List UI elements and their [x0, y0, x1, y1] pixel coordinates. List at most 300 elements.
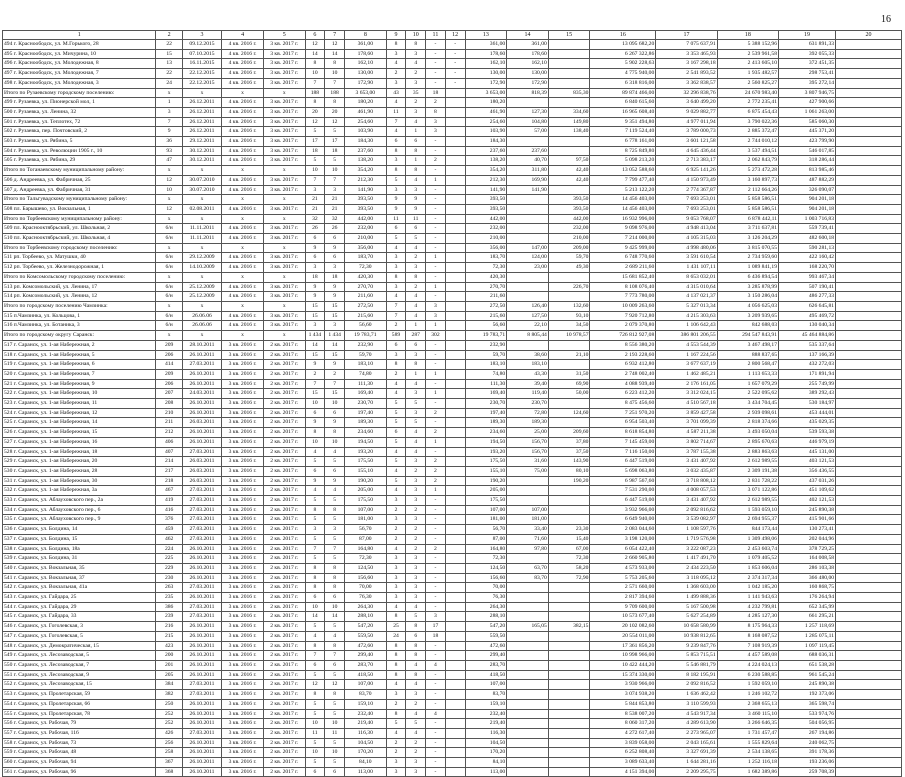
table-cell: 7 075 637,91	[656, 40, 717, 50]
table-cell: 10	[325, 399, 345, 409]
table-cell	[507, 234, 549, 244]
table-cell: 175,50	[465, 496, 507, 506]
table-cell: 842 688,03	[717, 321, 778, 331]
table-cell: 194,50	[465, 437, 507, 447]
table-cell: 299,40	[344, 651, 386, 661]
table-row	[3, 69, 902, 79]
table-cell: -	[426, 224, 446, 234]
table-cell: 4	[386, 544, 406, 554]
table-cell: 184,30	[465, 137, 507, 147]
table-cell: 156,70	[507, 447, 549, 457]
table-cell	[507, 680, 549, 690]
address-cell: 548 г. Саранск, ул. Демократическая, 15	[3, 641, 156, 651]
table-cell	[548, 719, 590, 729]
table-cell	[548, 418, 590, 428]
table-cell	[507, 661, 549, 671]
subtotal-row	[3, 301, 902, 311]
table-cell: 26	[305, 224, 325, 234]
table-cell: 2 694 955,37	[717, 515, 778, 525]
table-cell: 5 858 586,51	[717, 204, 778, 214]
table-cell: 159,10	[344, 699, 386, 709]
table-cell: 259 708,39	[779, 767, 836, 777]
table-row	[3, 350, 902, 360]
table-cell: 1 434	[305, 331, 325, 341]
table-cell: 5	[305, 622, 325, 632]
table-cell: 24	[156, 78, 182, 88]
table-cell: 3 285 878,99	[717, 282, 778, 292]
table-row	[3, 49, 902, 59]
table-cell: 27.03.2011	[182, 360, 221, 370]
table-cell: 2 660 905,80	[590, 554, 656, 564]
table-cell: -	[426, 340, 446, 350]
table-cell: 197,40	[344, 408, 386, 418]
table-cell: 5 753 205,60	[590, 573, 656, 583]
address-cell: 515 п.Чамзинка, ул. Кольцова, 1	[3, 311, 156, 321]
table-cell	[507, 612, 549, 622]
table-cell: 3 кв. 2016 г.	[222, 612, 264, 622]
table-cell: -	[426, 49, 446, 59]
table-cell: 2 713 383,17	[656, 156, 717, 166]
table-cell: 206	[156, 350, 182, 360]
table-cell: 4	[386, 98, 406, 108]
table-cell: 4	[406, 709, 426, 719]
table-cell	[836, 253, 902, 263]
table-cell	[836, 224, 902, 234]
table-cell: -	[426, 166, 446, 176]
table-cell: 29.12.2009	[182, 253, 221, 263]
table-cell	[836, 486, 902, 496]
table-cell: 442,00	[548, 214, 590, 224]
table-row	[3, 738, 902, 748]
table-cell: 2 кв. 2017 г.	[263, 515, 305, 525]
table-cell: 334,60	[548, 107, 590, 117]
table-cell: 37,80	[548, 437, 590, 447]
table-cell: 7 920 712,80	[590, 311, 656, 321]
table-cell: -	[426, 505, 446, 515]
table-cell: x	[222, 166, 264, 176]
table-cell: 6	[305, 234, 325, 244]
table-cell: 6 932 412,80	[590, 360, 656, 370]
table-cell: 8 556 380,20	[590, 340, 656, 350]
table-cell: 486 277,33	[779, 292, 836, 302]
table-cell	[507, 340, 549, 350]
table-cell: 6 252 808,40	[590, 748, 656, 758]
table-cell: 3 711 637,81	[717, 224, 778, 234]
table-cell: 3 кв. 2016 г.	[222, 544, 264, 554]
address-cell: 498 г. Красноободск, ул. Молодежная, 3	[3, 78, 156, 88]
table-cell: 3 591 610,54	[656, 253, 717, 263]
address-cell: 496 г. Красноободск, ул. Молодежная, 8	[3, 59, 156, 69]
table-cell: 26.10.2011	[182, 554, 221, 564]
table-cell: 818,39	[507, 88, 549, 98]
table-cell: 10	[305, 399, 325, 409]
table-cell	[836, 379, 902, 389]
table-cell: 1 061 263,00	[779, 107, 836, 117]
address-cell: 540 г. Саранск, ул. Вокзальная, 35	[3, 563, 156, 573]
table-cell: 4 кв. 2016 г.	[222, 224, 264, 234]
table-cell	[445, 593, 465, 603]
table-cell: 7	[325, 175, 345, 185]
table-cell: 2	[426, 156, 446, 166]
table-cell: 210,00	[344, 234, 386, 244]
address-cell: 554 г. Саранск, ул. Пролетарская, 66	[3, 699, 156, 709]
table-row	[3, 476, 902, 486]
table-cell: 130,00	[344, 69, 386, 79]
table-cell: 5 858 586,51	[717, 195, 778, 205]
table-cell: 209,00	[548, 243, 590, 253]
table-cell: 3 431 407,92	[656, 457, 717, 467]
table-cell: 2 453 603,74	[717, 544, 778, 554]
table-row	[3, 554, 902, 564]
table-cell: 27.03.2011	[182, 534, 221, 544]
table-cell: 32	[305, 214, 325, 224]
table-cell: -	[426, 418, 446, 428]
table-cell: 2 кв. 2017 г.	[263, 340, 305, 350]
table-cell: 3 кв. 2016 г.	[222, 602, 264, 612]
address-cell: 500 г. Рузаевка, ул. Ленина, 32	[3, 107, 156, 117]
table-cell: 4 645 436,44	[656, 146, 717, 156]
address-cell: 533 г. Саранск, ул. Аблауховского пер., 2а	[3, 496, 156, 506]
table-cell: 56,60	[344, 321, 386, 331]
table-cell: 12	[325, 680, 345, 690]
table-cell: 3	[406, 515, 426, 525]
table-cell: 26.03.2011	[182, 466, 221, 476]
address-cell: 527 г. Саранск, ул. 1-ая Набережная, 16	[3, 437, 156, 447]
table-cell: 6 987 567,60	[590, 476, 656, 486]
table-cell: 141,90	[344, 185, 386, 195]
table-cell: 453 444,01	[779, 408, 836, 418]
table-cell: 3 266 646,35	[717, 719, 778, 729]
table-cell: 43,30	[507, 369, 549, 379]
table-cell: 6	[305, 408, 325, 418]
table-cell: 6 318 816,00	[590, 78, 656, 88]
table-cell: 4 510 567,18	[656, 399, 717, 409]
table-cell: 17	[305, 137, 325, 147]
table-cell: 8	[325, 690, 345, 700]
table-cell: 6 840 615,60	[590, 98, 656, 108]
table-cell: 25.12.2009	[182, 292, 221, 302]
table-cell: 6/н	[156, 263, 182, 273]
table-cell: 15	[325, 301, 345, 311]
table-cell: 407	[156, 447, 182, 457]
subtotal-row	[3, 195, 902, 205]
table-cell: 3 кв. 2017 г.	[263, 311, 305, 321]
table-cell	[507, 204, 549, 214]
table-cell: 1 417 491,70	[656, 554, 717, 564]
table-cell: x	[263, 88, 305, 98]
table-cell: 5	[305, 156, 325, 166]
table-cell: 5	[386, 418, 406, 428]
table-cell: 2 кв. 2017 г.	[263, 360, 305, 370]
table-cell: 3	[406, 457, 426, 467]
table-cell: 26.10.2011	[182, 748, 221, 758]
table-cell	[445, 389, 465, 399]
table-cell	[445, 534, 465, 544]
table-cell: 5	[406, 719, 426, 729]
table-cell: x	[263, 214, 305, 224]
table-cell: 3	[406, 389, 426, 399]
table-cell: 3	[386, 593, 406, 603]
table-cell: 5	[386, 234, 406, 244]
table-cell	[836, 117, 902, 127]
table-cell: 3 493 050,04	[717, 428, 778, 438]
table-cell: 3 118 095,12	[656, 573, 717, 583]
table-cell: 3 198 120,00	[590, 534, 656, 544]
table-cell: 3 932 966,00	[590, 505, 656, 515]
table-cell: 3 кв. 2016 г.	[222, 699, 264, 709]
table-row	[3, 767, 902, 777]
table-cell: 26.03.2011	[182, 418, 221, 428]
table-cell: -	[426, 719, 446, 729]
address-cell: 544 г. Саранск, ул. Гайдара, 29	[3, 602, 156, 612]
table-cell: 1	[426, 282, 446, 292]
table-row	[3, 408, 902, 418]
table-cell: 8	[325, 98, 345, 108]
table-cell: 504 056,95	[779, 719, 836, 729]
table-cell: 4	[406, 292, 426, 302]
table-cell: 14 456 403,00	[590, 204, 656, 214]
table-cell: 4	[325, 447, 345, 457]
table-cell: 3 677 637,19	[656, 360, 717, 370]
table-cell: 7 116 150,00	[590, 447, 656, 457]
table-cell: x	[156, 195, 182, 205]
table-cell: 254,60	[344, 117, 386, 127]
address-cell: 551 г. Саранск, ул. Лесозаводская, 9	[3, 670, 156, 680]
table-cell: 2	[386, 505, 406, 515]
table-cell: 354,20	[344, 166, 386, 176]
table-cell: 14	[325, 340, 345, 350]
table-cell: -	[426, 447, 446, 457]
table-row	[3, 428, 902, 438]
table-cell: 18	[426, 88, 446, 98]
table-cell: 5	[325, 670, 345, 680]
table-cell	[836, 563, 902, 573]
address-cell: 531 г. Саранск, ул. 1-ая Набережная, 30	[3, 476, 156, 486]
table-cell: 3 кв. 2016 г.	[222, 408, 264, 418]
table-cell: 354,20	[465, 166, 507, 176]
subtotal-row	[3, 166, 902, 176]
table-row	[3, 292, 902, 302]
table-cell: 1 719 576,98	[656, 534, 717, 544]
address-cell: 506 д. Андреевка, ул. Фабричная, 25	[3, 175, 156, 185]
table-cell: 2	[386, 369, 406, 379]
table-cell: 5	[406, 418, 426, 428]
address-cell: 525 г. Саранск, ул. 1-ая Набережная, 14	[3, 418, 156, 428]
table-cell: 414	[156, 360, 182, 370]
table-cell: 844 173,44	[717, 525, 778, 535]
table-cell: x	[156, 88, 182, 98]
table-cell: 11	[305, 728, 325, 738]
table-cell: 4 105 315,03	[656, 234, 717, 244]
table-cell	[507, 195, 549, 205]
table-cell	[445, 544, 465, 554]
address-cell: 507 д. Андреевка, ул. Фабричная, 31	[3, 185, 156, 195]
table-cell: 4 998 480,06	[656, 243, 717, 253]
table-cell: 4	[386, 292, 406, 302]
table-cell: 8	[386, 40, 406, 50]
table-cell	[445, 311, 465, 321]
table-cell	[836, 127, 902, 137]
address-cell: 505 г. Рузаевка, ул. Рябина, 29	[3, 156, 156, 166]
table-cell	[548, 690, 590, 700]
table-cell: 175,50	[465, 457, 507, 467]
table-cell: 193,20	[344, 447, 386, 457]
table-cell: 5 698 063,80	[590, 466, 656, 476]
table-cell: 3 кв. 2016 г.	[222, 554, 264, 564]
address-cell: 497 г. Красноободск, ул. Молодежная, 7	[3, 69, 156, 79]
table-cell: 4 948 413,04	[656, 224, 717, 234]
table-cell	[507, 699, 549, 709]
table-cell: 26.12.2011	[182, 98, 221, 108]
table-cell	[836, 292, 902, 302]
table-cell: 176 264,94	[779, 593, 836, 603]
table-cell: 267 194,86	[779, 728, 836, 738]
table-cell: 116,30	[344, 728, 386, 738]
address-cell: 545 г. Саранск, ул. Гайдара, 33	[3, 612, 156, 622]
table-cell: 3 718 808,12	[656, 476, 717, 486]
table-cell: 202 044,96	[779, 534, 836, 544]
table-cell: 2	[426, 476, 446, 486]
table-cell: 3	[406, 563, 426, 573]
table-cell: 361,00	[507, 40, 549, 50]
table-cell: 9	[386, 204, 406, 214]
table-row	[3, 563, 902, 573]
table-cell: 1	[426, 369, 446, 379]
table-cell: 3 167 298,18	[656, 59, 717, 69]
table-cell: 5 273 472,28	[717, 166, 778, 176]
table-cell: 2 кв. 2017 г.	[263, 767, 305, 777]
table-cell: 1 079 405,52	[717, 554, 778, 564]
table-cell	[548, 496, 590, 506]
table-cell	[507, 476, 549, 486]
table-cell: 7 251 970,20	[590, 408, 656, 418]
table-cell: 888 837,65	[717, 350, 778, 360]
table-cell: 38,60	[507, 350, 549, 360]
table-cell: 3 кв. 2016 г.	[222, 340, 264, 350]
table-cell: 8	[386, 166, 406, 176]
table-cell: 2	[305, 369, 325, 379]
table-cell: 3	[386, 185, 406, 195]
table-cell: 37,50	[548, 447, 590, 457]
table-cell: 4 088 939,40	[590, 379, 656, 389]
address-cell: 558 г. Саранск, ул. Рабочая, 73	[3, 738, 156, 748]
table-cell	[445, 418, 465, 428]
table-cell: 2 413 605,10	[717, 59, 778, 69]
table-cell: 3 кв. 2016 г.	[222, 767, 264, 777]
table-cell: 5	[386, 175, 406, 185]
table-cell: 590 281,13	[779, 243, 836, 253]
table-cell: 2 кв. 2017 г.	[263, 525, 305, 535]
table-cell: 4 137 021,37	[656, 292, 717, 302]
table-cell: 25	[386, 622, 406, 632]
table-cell: 59,70	[465, 350, 507, 360]
table-cell: 3 кв. 2016 г.	[222, 418, 264, 428]
table-cell: 34,50	[548, 321, 590, 331]
table-cell	[445, 661, 465, 671]
table-cell: -	[426, 651, 446, 661]
table-cell: 1 257 118,69	[779, 622, 836, 632]
table-cell: 4 кв. 2016 г.	[222, 49, 264, 59]
table-cell	[445, 563, 465, 573]
address-cell: 495 г. Красноободск, ул. Мичурина, 10	[3, 49, 156, 59]
table-cell: 8	[386, 670, 406, 680]
table-cell: 3 кв. 2017 г.	[263, 185, 305, 195]
table-cell	[445, 234, 465, 244]
table-cell: 2	[406, 505, 426, 515]
table-cell: 12	[325, 40, 345, 50]
table-cell: 6/н	[156, 234, 182, 244]
table-cell	[548, 505, 590, 515]
table-cell: 2	[386, 738, 406, 748]
table-cell: 219,40	[465, 719, 507, 729]
table-cell: 2	[386, 525, 406, 535]
table-cell: 2 кв. 2017 г.	[263, 719, 305, 729]
table-cell: 32 296 838,76	[656, 88, 717, 98]
table-cell: 311,80	[507, 166, 549, 176]
table-cell: 3 кв. 2016 г.	[222, 389, 264, 399]
table-cell: 1 106 642,43	[656, 321, 717, 331]
address-cell: 543 г. Саранск, ул. Гайдара, 25	[3, 593, 156, 603]
table-cell: 5	[325, 709, 345, 719]
table-cell	[507, 583, 549, 593]
table-cell: 10	[325, 437, 345, 447]
table-cell: 2 800 568,47	[717, 360, 778, 370]
table-cell: 423 799,90	[779, 137, 836, 147]
table-cell: 18	[305, 272, 325, 282]
table-cell: 3	[426, 301, 446, 311]
table-cell: 7	[305, 651, 325, 661]
table-cell: 2 689 211,60	[590, 263, 656, 273]
address-cell: 524 г. Саранск, ул. 1-ая Набережная, 12	[3, 408, 156, 418]
table-cell: 8	[325, 641, 345, 651]
table-row	[3, 379, 902, 389]
table-cell: 270,70	[344, 282, 386, 292]
table-cell: 2	[386, 748, 406, 758]
table-cell: 7	[305, 78, 325, 88]
table-cell	[445, 680, 465, 690]
table-cell: 7	[156, 117, 182, 127]
table-cell: 111,30	[344, 379, 386, 389]
table-cell: 3	[426, 117, 446, 127]
table-cell	[445, 156, 465, 166]
column-number: 8	[344, 31, 386, 40]
table-cell: 3	[386, 263, 406, 273]
table-cell: 5	[386, 408, 406, 418]
table-cell	[836, 748, 902, 758]
table-cell: 3	[426, 127, 446, 137]
table-cell: 27.03.2011	[182, 505, 221, 515]
table-cell: 3 кв. 2016 г.	[222, 447, 264, 457]
table-cell: 239	[156, 612, 182, 622]
table-cell: 210,00	[465, 234, 507, 244]
table-cell: 8	[386, 360, 406, 370]
table-cell: 26.10.2011	[182, 661, 221, 671]
table-cell: 5 844 853,80	[590, 699, 656, 709]
table-cell: 3	[406, 350, 426, 360]
table-cell	[445, 127, 465, 137]
table-cell: 230,70	[344, 399, 386, 409]
table-cell: 4	[305, 486, 325, 496]
table-cell: 993 467,34	[779, 272, 836, 282]
table-cell: 3 кв. 2017 г.	[263, 137, 305, 147]
table-cell: 626 645,81	[779, 301, 836, 311]
table-cell: 1 113 653,33	[717, 369, 778, 379]
table-cell: 4 кв. 2016 г.	[222, 253, 264, 263]
table-row	[3, 593, 902, 603]
table-row	[3, 651, 902, 661]
table-cell: 2 744 010,12	[717, 137, 778, 147]
table-cell: 56,70	[465, 525, 507, 535]
